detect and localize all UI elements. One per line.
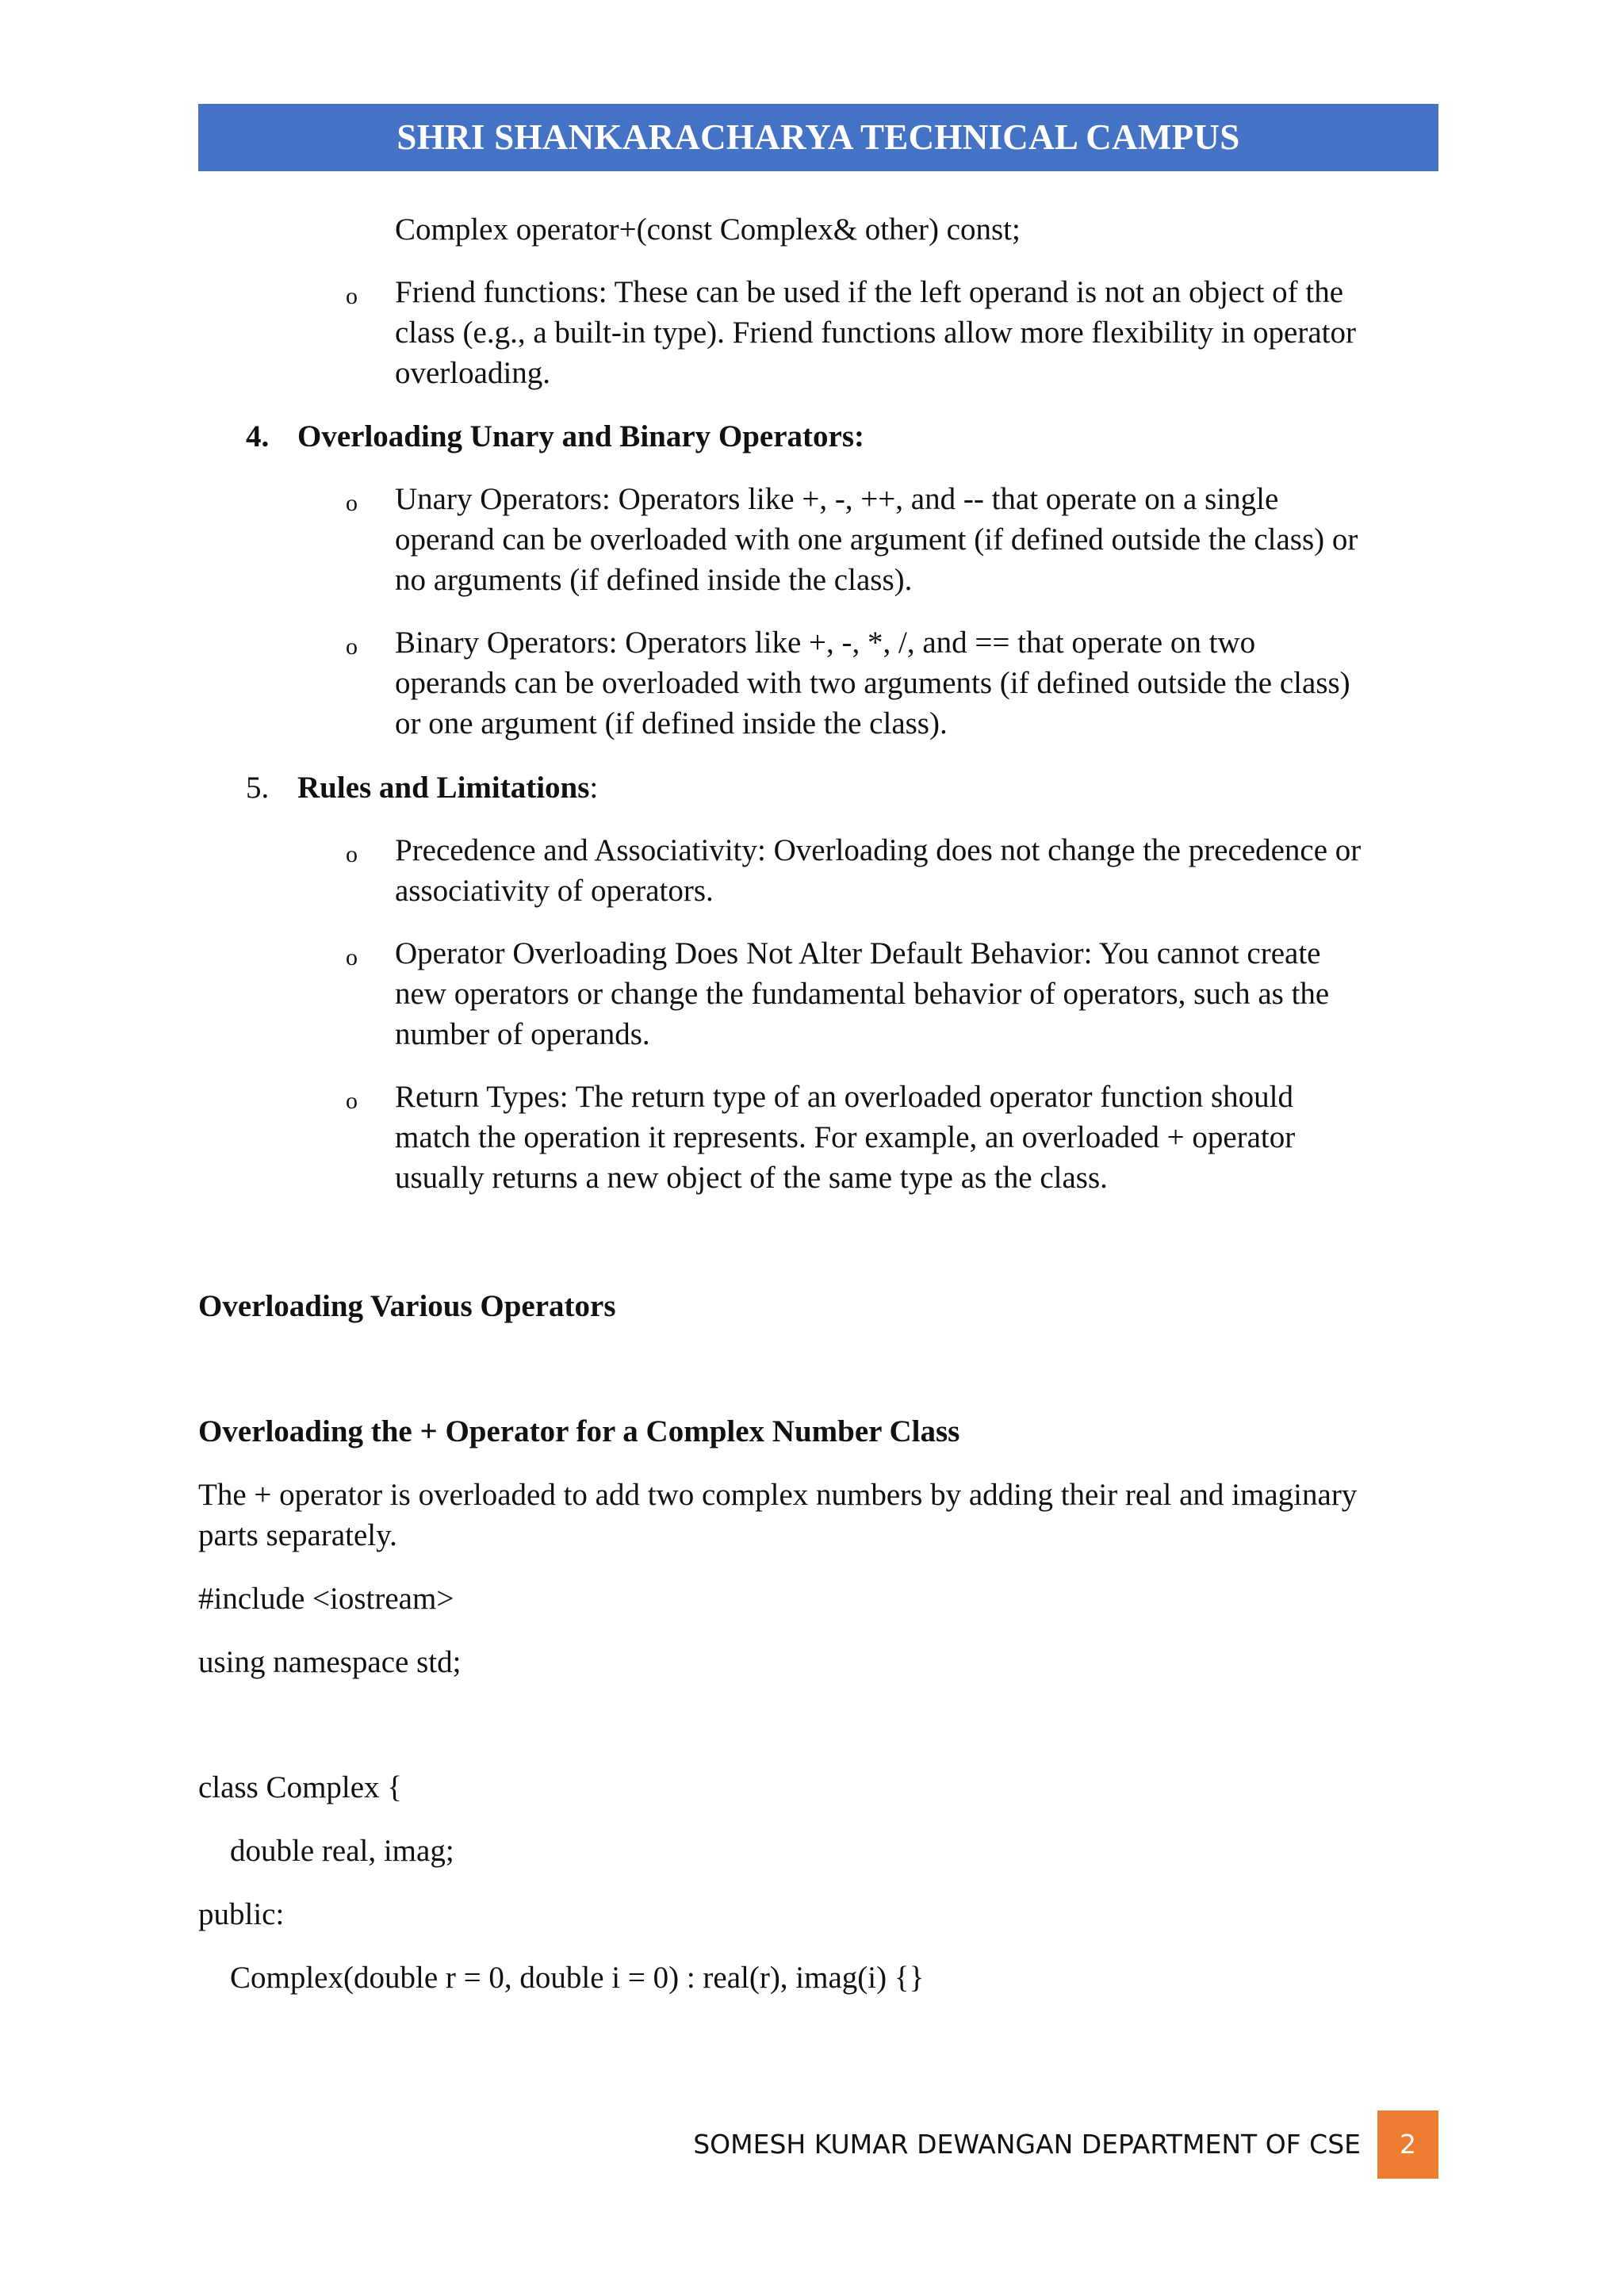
binary-bullet-line-1: Binary Operators: Operators like +, -, *, /, and == that operate on two bbox=[395, 626, 1256, 660]
item4-heading: Overloading Unary and Binary Operators: bbox=[297, 419, 865, 453]
code-line-members: double real, imag; bbox=[230, 1834, 454, 1868]
precedence-bullet-line-2: associativity of operators. bbox=[395, 874, 714, 908]
list-number-5: 5. bbox=[246, 771, 270, 805]
friend-bullet-line-2: class (e.g., a built-in type). Friend functions allow more flexibility in operator bbox=[395, 316, 1356, 350]
footer-author: SOMESH KUMAR DEWANGAN DEPARTMENT OF CSE bbox=[693, 2129, 1361, 2160]
binary-bullet-line-2: operands can be overloaded with two arguments (if defined outside the class) bbox=[395, 666, 1350, 700]
unary-bullet-line-1: Unary Operators: Operators like +, -, ++, and -- that operate on a single bbox=[395, 482, 1279, 516]
code-line-class: class Complex { bbox=[198, 1770, 403, 1804]
bullet-marker: o bbox=[346, 283, 358, 309]
return-types-bullet-line-3: usually returns a new object of the same type as the class. bbox=[395, 1161, 1108, 1195]
item5-heading-suffix: : bbox=[589, 771, 599, 805]
bullet-marker: o bbox=[346, 841, 358, 867]
code-line-public: public: bbox=[198, 1897, 285, 1931]
paragraph-line-2: parts separately. bbox=[198, 1518, 397, 1552]
paragraph-line-1: The + operator is overloaded to add two complex numbers by adding their real and imaginary bbox=[198, 1478, 1358, 1512]
default-behavior-bullet-line-3: number of operands. bbox=[395, 1017, 650, 1051]
default-behavior-bullet-line-2: new operators or change the fundamental behavior of operators, such as the bbox=[395, 977, 1330, 1011]
subsection-heading: Overloading the + Operator for a Complex Number Class bbox=[198, 1414, 960, 1448]
return-types-bullet-line-1: Return Types: The return type of an overloaded operator function should bbox=[395, 1080, 1294, 1114]
item5-heading: Rules and Limitations bbox=[297, 771, 590, 805]
code-continuation-line: Complex operator+(const Complex& other) const; bbox=[395, 212, 1021, 247]
bullet-marker: o bbox=[346, 633, 358, 660]
list-number-4: 4. bbox=[246, 419, 270, 453]
bullet-marker: o bbox=[346, 490, 358, 516]
code-line-constructor: Complex(double r = 0, double i = 0) : real(r), imag(i) {} bbox=[230, 1961, 925, 1995]
return-types-bullet-line-2: match the operation it represents. For example, an overloaded + operator bbox=[395, 1120, 1296, 1154]
code-line-include: #include <iostream> bbox=[198, 1582, 454, 1616]
precedence-bullet-line-1: Precedence and Associativity: Overloading does not change the precedence or bbox=[395, 833, 1362, 867]
binary-bullet-line-3: or one argument (if defined inside the class). bbox=[395, 706, 948, 740]
code-line-namespace: using namespace std; bbox=[198, 1645, 462, 1679]
unary-bullet-line-3: no arguments (if defined inside the class). bbox=[395, 563, 913, 597]
unary-bullet-line-2: operand can be overloaded with one argument (if defined outside the class) or bbox=[395, 522, 1358, 557]
page-header: SHRI SHANKARACHARYA TECHNICAL CAMPUS bbox=[198, 104, 1438, 171]
bullet-marker: o bbox=[346, 1088, 358, 1114]
default-behavior-bullet-line-1: Operator Overloading Does Not Alter Default Behavior: You cannot create bbox=[395, 936, 1321, 970]
bullet-marker: o bbox=[346, 944, 358, 970]
friend-bullet-line-1: Friend functions: These can be used if the left operand is not an object of the bbox=[395, 275, 1344, 309]
item5-heading-line bbox=[297, 767, 598, 808]
friend-bullet-line-3: overloading. bbox=[395, 356, 551, 390]
page-number-badge: 2 bbox=[1377, 2110, 1438, 2179]
section-heading: Overloading Various Operators bbox=[198, 1289, 616, 1323]
